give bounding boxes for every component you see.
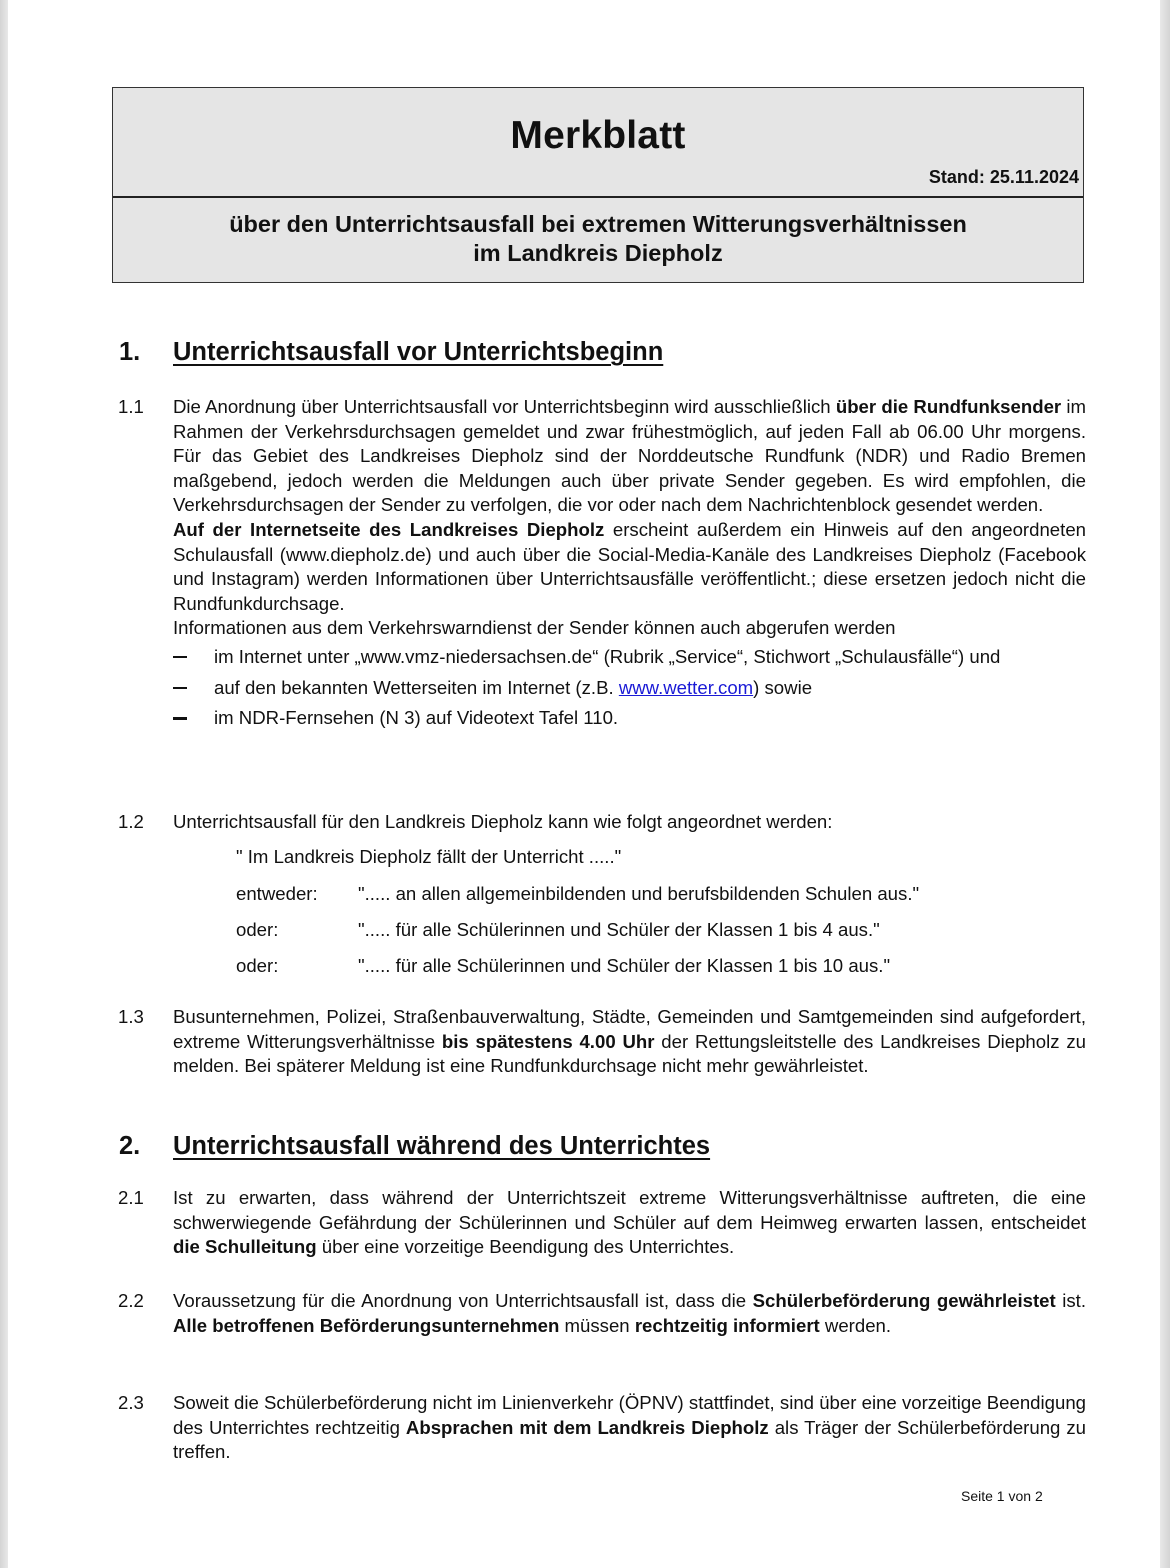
text: Busunternehmen, Polizei, Straßenbauverwaltung, Städte, Gemeinden und Samtgemeinden sind aufgefordert, extreme Witterungsverhältnisse	[173, 1006, 1086, 1052]
page-number: Seite 1 von 2	[961, 1488, 1043, 1504]
item-number: 2.2	[118, 1290, 144, 1311]
section-title: Unterrichtsausfall während des Unterrichtes	[173, 1132, 711, 1160]
text: über eine vorzeitige Beendigung des Unterrichtes.	[316, 1236, 735, 1258]
section-heading-2	[119, 1132, 710, 1161]
item-text	[173, 1005, 1086, 1079]
option-text: "..... an allen allgemeinbildenden und berufsbildenden Schulen aus."	[358, 883, 920, 904]
item-number: 2.3	[118, 1392, 144, 1413]
paragraph-radio	[173, 395, 1086, 518]
section-number: 2.	[119, 1132, 141, 1160]
list-item-text: im Internet unter „www.vmz-niedersachsen.de“ (Rubrik „Service“, Stichwort „Schulausfälle“) und	[214, 645, 1001, 667]
list-item-text: ) sowie	[753, 676, 813, 698]
text: ist.	[1055, 1290, 1087, 1311]
item-2-3	[118, 1391, 1086, 1465]
text: als Träger der Schülerbeförderung zu treffen.	[173, 1416, 1086, 1463]
bold-text: rechtzeitig informiert	[634, 1314, 820, 1336]
paragraph-internet	[173, 518, 1086, 616]
option-text: "..... für alle Schülerinnen und Schüler der Klassen 1 bis 4 aus."	[358, 919, 880, 940]
list-item	[173, 645, 1086, 670]
option-text: "..... für alle Schülerinnen und Schüler der Klassen 1 bis 10 aus."	[358, 955, 891, 976]
document-page	[8, 0, 1160, 1568]
option-label: entweder:	[236, 883, 318, 904]
list-item-text: auf den bekannten Wetterseiten im Internet (z.B.	[214, 676, 619, 698]
text: Ist zu erwarten, dass während der Unterrichtszeit extreme Witterungsverhältnisse auftreten, die eine schwerwiegende Gefährdung der Schülerinnen und Schüler auf dem Heimweg erwarten lassen, entscheidet	[173, 1187, 1086, 1233]
bold-text: die Schulleitung	[173, 1236, 317, 1258]
section-heading-1	[119, 338, 663, 367]
header-box	[112, 87, 1084, 283]
section-title: Unterrichtsausfall vor Unterrichtsbeginn	[173, 338, 664, 366]
item-2-2	[118, 1289, 1086, 1338]
option-label: oder:	[236, 955, 279, 976]
dash-bullet-icon	[173, 687, 187, 690]
list-item-text: im NDR-Fernsehen (N 3) auf Videotext Tafel 110.	[214, 707, 619, 729]
text: müssen	[559, 1314, 635, 1336]
text: im Rahmen der Verkehrsdurchsagen gemeldet und zwar frühestmöglich, auf jeden Fall ab 06.00 Uhr morgens. Für das Gebiet des Landkreises Diepholz sind der Norddeutsche Rundfunk (NDR) und Radio Bremen maßgebend, jedoch werden die Meldungen auch über private Sender gegeben. Es wird empfohlen, die Verkehrsdurchsagen der Sender zu verfolgen, die vor oder nach dem Nachrichtenblock gesendet werden.	[173, 396, 1086, 516]
bold-text: Absprachen mit dem Landkreis Diepholz	[405, 1416, 769, 1438]
formula-intro: " Im Landkreis Diepholz fällt der Unterricht ....."	[236, 846, 622, 867]
item-1-2	[118, 810, 1086, 835]
header-subtitle-cell	[113, 198, 1083, 282]
item-number: 1.1	[118, 396, 144, 417]
bold-text: über die Rundfunksender	[835, 396, 1062, 417]
text: erscheint außerdem ein Hinweis auf den angeordneten Schulausfall (www.diepholz.de) und auch über die Social-Media-Kanäle des Landkreises Diepholz (Facebook und Instagram) werden Informationen über Unterrichtsausfälle veröffentlicht.; diese ersetzen jedoch nicht die Rundfunkdurchsage.	[173, 518, 1086, 614]
bold-text: Schülerbeförderung gewährleistet	[752, 1290, 1056, 1311]
item-1-1	[118, 395, 1086, 737]
text: Die Anordnung über Unterrichtsausfall vor Unterrichtsbeginn wird ausschließlich	[173, 396, 836, 417]
item-text	[173, 1186, 1086, 1260]
item-1-3	[118, 1005, 1086, 1079]
item-number: 1.3	[118, 1006, 144, 1027]
dash-bullet-icon	[173, 717, 187, 720]
paragraph-info: Informationen aus dem Verkehrswarndienst der Sender können auch abgerufen werden	[173, 617, 896, 639]
info-source-list	[173, 645, 1086, 731]
subtitle-line-1: über den Unterrichtsausfall bei extremen Witterungsverhältnissen	[229, 211, 967, 237]
bold-text: Auf der Internetseite des Landkreises Diepholz	[173, 518, 605, 540]
item-text	[173, 1289, 1086, 1338]
header-title-cell	[113, 88, 1083, 198]
list-item	[173, 676, 1086, 701]
viewer-right-edge	[1160, 0, 1170, 1568]
text: der Rettungsleitstelle des Landkreises Diepholz zu melden. Bei späterer Meldung ist eine Rundfunkdurchsage nicht mehr gewährleistet.	[173, 1030, 1086, 1077]
list-item	[173, 706, 1086, 731]
wetter-link[interactable]: www.wetter.com	[618, 676, 754, 698]
formula-option	[236, 955, 890, 977]
text: werden.	[819, 1314, 892, 1336]
dash-bullet-icon	[173, 656, 187, 659]
stand-date: Stand: 25.11.2024	[928, 167, 1079, 187]
formula-option	[236, 919, 880, 941]
section-number: 1.	[119, 338, 141, 366]
viewer-left-edge	[0, 0, 8, 1568]
item-text: Unterrichtsausfall für den Landkreis Diepholz kann wie folgt angeordnet werden:	[173, 811, 833, 832]
subtitle-line-2: im Landkreis Diepholz	[473, 240, 723, 266]
bold-text: bis spätestens 4.00 Uhr	[441, 1030, 655, 1052]
item-text	[173, 1391, 1086, 1465]
text: Soweit die Schülerbeförderung nicht im Linienverkehr (ÖPNV) stattfindet, sind über eine vorzeitige Beendigung des Unterrichtes rechtzeitig	[173, 1392, 1086, 1438]
option-label: oder:	[236, 919, 279, 940]
item-2-1	[118, 1186, 1086, 1260]
item-number: 1.2	[118, 811, 144, 832]
formula-option	[236, 883, 919, 905]
text: Voraussetzung für die Anordnung von Unterrichtsausfall ist, dass die	[173, 1290, 753, 1311]
bold-text: Alle betroffenen Beförderungsunternehmen	[173, 1314, 560, 1336]
document-title: Merkblatt	[510, 114, 686, 157]
item-number: 2.1	[118, 1187, 144, 1208]
